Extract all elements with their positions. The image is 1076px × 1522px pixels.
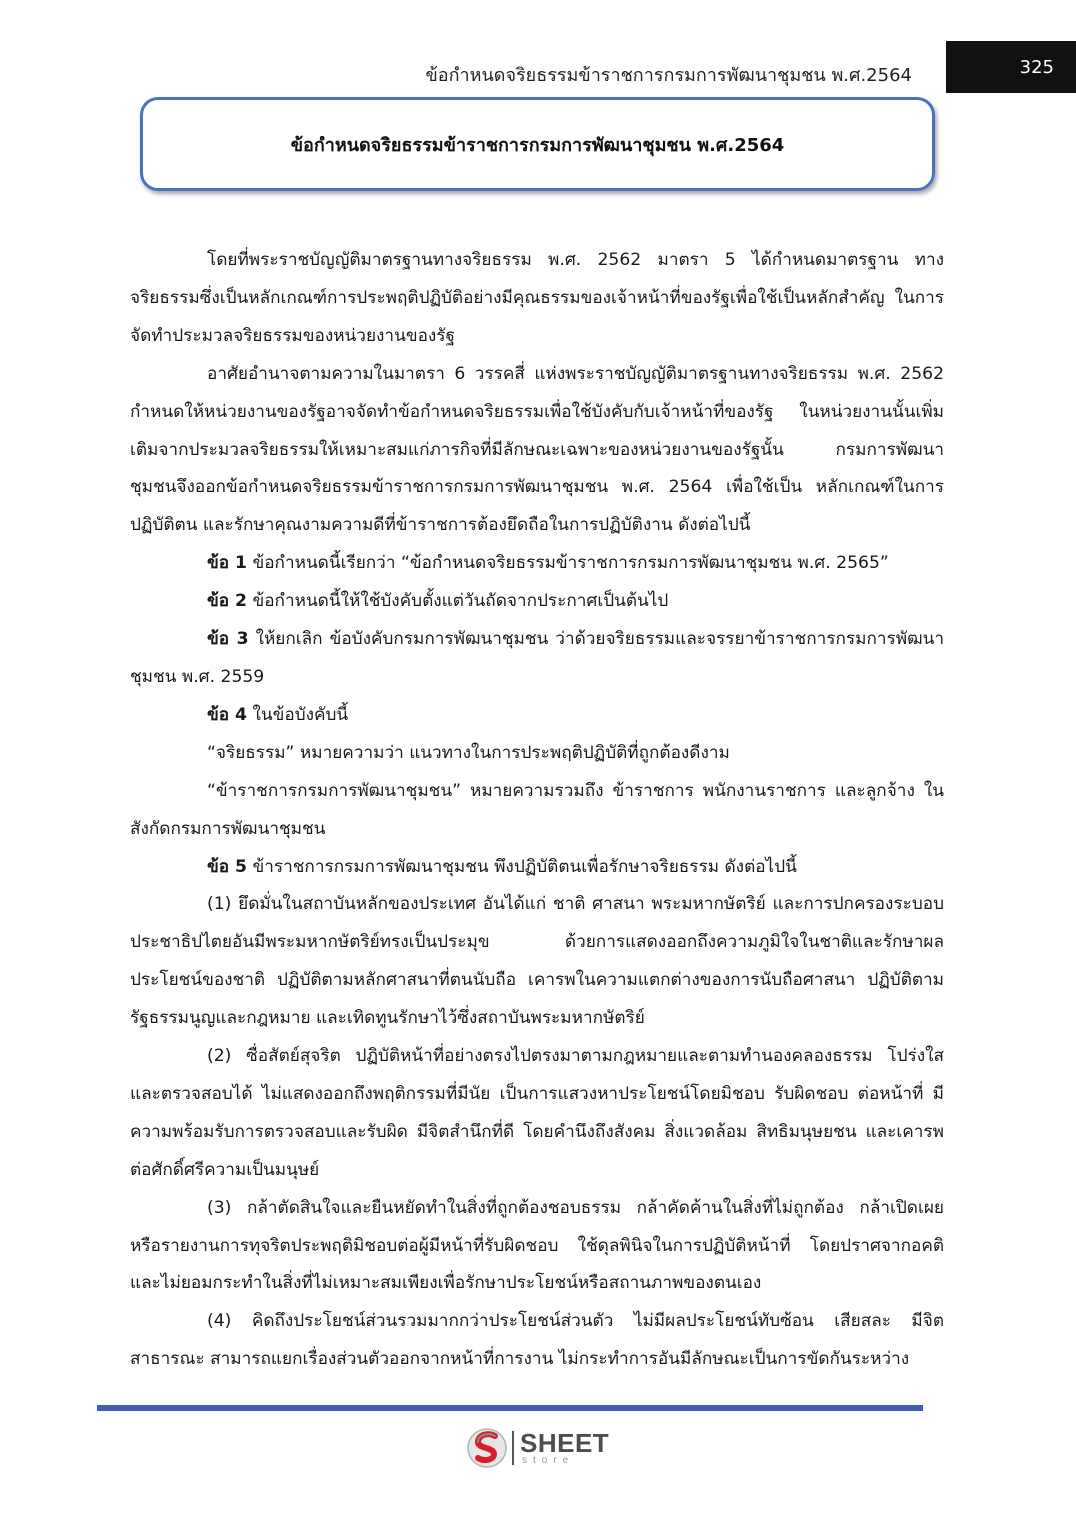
clause-2-label: ข้อ 2 xyxy=(207,591,248,612)
clause-3-label: ข้อ 3 xyxy=(207,629,249,650)
clause-4-text: ในข้อบังคับนี้ xyxy=(247,704,349,725)
clause-1-text: ข้อกำหนดนี้เรียกว่า “ข้อกำหนดจริยธรรมข้าราชการกรมการพัฒนาชุมชน พ.ศ. 2565” xyxy=(247,553,889,574)
list-item-4: (4) คิดถึงประโยชน์ส่วนรวมมากกว่าประโยชน์ส่วนตัว ไม่มีผลประโยชน์ทับซ้อน เสียสละ มีจิตสาธารณะ สามารถแยกเรื่องส่วนตัวออกจากหน้าที่การงาน ไม่กระทำการอันมีลักษณะเป็นการขัดกันระหว่าง xyxy=(130,1311,944,1370)
footer-divider xyxy=(97,1405,923,1411)
clause-2-text: ข้อกำหนดนี้ให้ใช้บังคับตั้งแต่วันถัดจากประกาศเป็นต้นไป xyxy=(247,591,669,612)
clause-1 xyxy=(130,545,944,583)
list-item-1: (1) ยึดมั่นในสถาบันหลักของประเทศ อันได้แก่ ชาติ ศาสนา พระมหากษัตริย์ และการปกครองระบอบประชาธิปไตยอันมีพระมหากษัตริย์ทรงเป็นประมุข ด้วยการแสดงออกถึงความภูมิใจในชาติและรักษาผลประโยชน์ของชาติ ปฏิบัติตามหลักศาสนาที่ตนนับถือ เคารพในความแตกต่างของการนับถือศาสนา ปฏิบัติตามรัฐธรรมนูญและกฎหมาย และเทิดทูนรักษาไว้ซึ่งสถาบันพระมหากษัตริย์ xyxy=(130,894,944,1029)
clause-3 xyxy=(130,621,944,697)
clause-3-text: ให้ยกเลิก ข้อบังคับกรมการพัฒนาชุมชน ว่าด้วยจริยธรรมและจรรยาข้าราชการกรมการพัฒนาชุมชน พ.ศ. 2559 xyxy=(130,629,944,687)
title-box xyxy=(140,97,935,191)
running-header-title: ข้อกำหนดจริยธรรมข้าราชการกรมการพัฒนาชุมชน พ.ศ.2564 xyxy=(425,65,912,86)
logo-wordmark: SHEET xyxy=(520,1428,610,1458)
page-number: 325 xyxy=(1019,56,1054,78)
definition-officials: “ข้าราชการกรมการพัฒนาชุมชน” หมายความรวมถึง ข้าราชการ พนักงานราชการ และลูกจ้าง ในสังกัดกรมการพัฒนาชุมชน xyxy=(130,780,944,839)
logo-separator xyxy=(512,1431,514,1465)
clause-1-label: ข้อ 1 xyxy=(207,553,248,574)
paragraph-preamble: โดยที่พระราชบัญญัติมาตรฐานทางจริยธรรม พ.ศ. 2562 มาตรา 5 ได้กำหนดมาตรฐาน ทางจริยธรรมซึ่งเป็นหลักเกณฑ์การประพฤติปฏิบัติอย่างมีคุณธรรมของเจ้าหน้าที่ของรัฐเพื่อใช้เป็นหลักสำคัญ ในการจัดทำประมวลจริยธรรมของหน่วยงานของรัฐ xyxy=(130,250,944,346)
clause-5 xyxy=(130,849,944,887)
logo-text xyxy=(520,1430,609,1466)
list-item-3: (3) กล้าตัดสินใจและยืนหยัดทำในสิ่งที่ถูกต้องชอบธรรม กล้าคัดค้านในสิ่งที่ไม่ถูกต้อง กล้าเปิดเผยหรือรายงานการทุจริตประพฤติมิชอบต่อผู้มีหน้าที่รับผิดชอบ ใช้ดุลพินิจในการปฏิบัติหน้าที่ โดยปราศจากอคติและไม่ยอมกระทำในสิ่งที่ไม่เหมาะสมเพียงเพื่อรักษาประโยชน์หรือสถานภาพของตนเอง xyxy=(130,1197,944,1294)
paragraph-authority: อาศัยอำนาจตามความในมาตรา 6 วรรคสี่ แห่งพระราชบัญญัติมาตรฐานทางจริยธรรม พ.ศ. 2562 กำหนดให้หน่วยงานของรัฐอาจจัดทำข้อกำหนดจริยธรรมเพื่อใช้บังคับกับเจ้าหน้าที่ของรัฐ ในหน่วยงานนั้นเพิ่มเติมจากประมวลจริยธรรมให้เหมาะสมแก่ภารกิจที่มีลักษณะเฉพาะของหน่วยงานของรัฐนั้น กรมการพัฒนาชุมชนจึงออกข้อกำหนดจริยธรรมข้าราชการกรมการพัฒนาชุมชน พ.ศ. 2564 เพื่อใช้เป็น หลักเกณฑ์ในการปฏิบัติตน และรักษาคุณงามความดีที่ข้าราชการต้องยึดถือในการปฏิบัติงาน ดังต่อไปนี้ xyxy=(130,363,944,536)
sheet-store-logo xyxy=(466,1426,609,1470)
definition-ethics: “จริยธรรม” หมายความว่า แนวทางในการประพฤติปฏิบัติที่ถูกต้องดีงาม xyxy=(207,742,730,763)
document-body xyxy=(130,242,944,1379)
sheet-store-logo-icon xyxy=(466,1426,508,1470)
clause-2 xyxy=(130,583,944,621)
clause-4-label: ข้อ 4 xyxy=(207,704,248,725)
list-item-2: (2) ซื่อสัตย์สุจริต ปฏิบัติหน้าที่อย่างตรงไปตรงมาตามกฎหมายและตามทำนองคลองธรรม โปร่งใสและตรวจสอบได้ ไม่แสดงออกถึงพฤติกรรมที่มีนัย เป็นการแสวงหาประโยชน์โดยมิชอบ รับผิดชอบ ต่อหน้าที่ มีความพร้อมรับการตรวจสอบและรับผิด มีจิตสำนึกที่ดี โดยคำนึงถึงสังคม สิ่งแวดล้อม สิทธิมนุษยชน และเคารพต่อศักดิ์ศรีความเป็นมนุษย์ xyxy=(130,1046,944,1180)
clause-4 xyxy=(130,697,944,735)
clause-5-label: ข้อ 5 xyxy=(207,856,248,877)
page-number-box xyxy=(946,41,1076,93)
clause-5-text: ข้าราชการกรมการพัฒนาชุมชน พึงปฏิบัติตนเพื่อรักษาจริยธรรม ดังต่อไปนี้ xyxy=(247,856,797,877)
logo-subword: store xyxy=(522,1455,575,1466)
document-title: ข้อกำหนดจริยธรรมข้าราชการกรมการพัฒนาชุมชน พ.ศ.2564 xyxy=(290,134,785,156)
